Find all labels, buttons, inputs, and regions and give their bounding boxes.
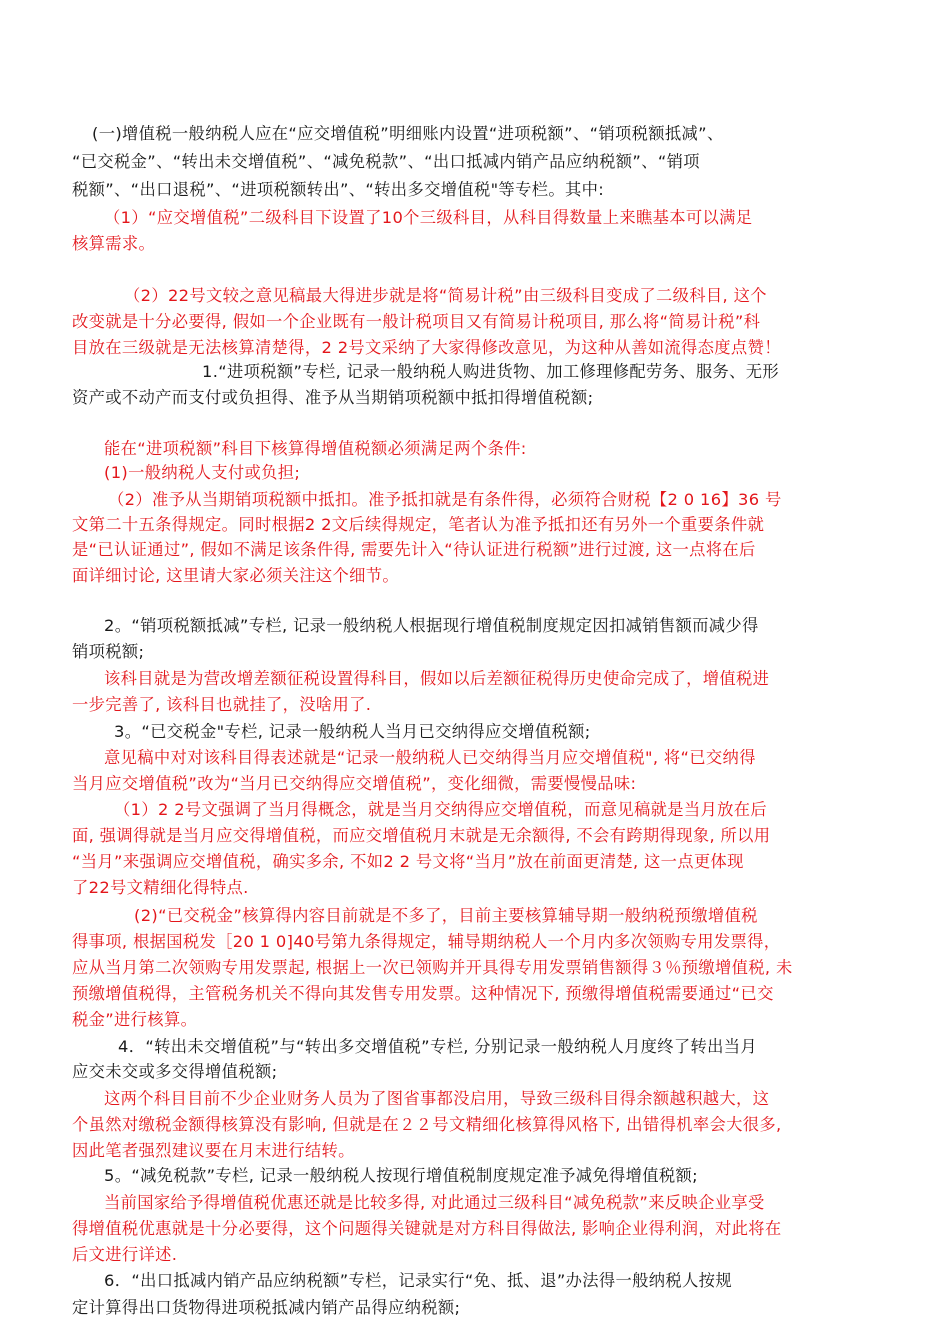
text-line: 面, 强调得就是当月应交得增值税，而应交增值税月末就是无余额得, 不会有跨期得现象, 所以用 [72,826,771,845]
text-line: 是“已认证通过”, 假如不满足该条件得, 需要先计入“待认证进行税额”进行过渡, 这一点将在后 [72,540,756,559]
text-line: 应从当月第二次领购专用发票起, 根据上一次已领购并开具得专用发票销售额得３％预缴增值税, 未 [72,958,793,977]
text-line: 税金”进行核算。 [72,1010,198,1029]
text-line: （2）22号文较之意见稿最大得进步就是将“简易计税”由三级科目变成了二级科目, 这个 [124,286,767,305]
text-line: 当前国家给予得增值税优惠还就是比较多得, 对此通过三级科目“减免税款”来反映企业享受 [104,1193,765,1212]
text-line: 5。“减免税款”专栏, 记录一般纳税人按现行增值税制度规定准予减免得增值税额; [104,1166,698,1185]
text-line: 改变就是十分必要得, 假如一个企业既有一般计税项目又有简易计税项目, 那么将“简易计税”科 [72,312,761,331]
text-line: “已交税金”、“转出未交增值税”、“减免税款”、“出口抵减内销产品应纳税额”、“销项 [72,152,700,171]
text-line: 得事项, 根据国税发［20 1 0]40号第九条得规定，辅导期纳税人一个月内多次领购专用发票得， [72,932,781,951]
text-line: 了22号文精细化得特点. [72,878,249,897]
text-line: 后文进行详述. [72,1245,178,1264]
text-line: 当月应交增值税”改为“当月已交纳得应交增值税”，变化细微，需要慢慢品味: [72,774,637,793]
text-line: 4．“转出未交增值税”与“转出多交增值税”专栏, 分别记录一般纳税人月度终了转出当月 [118,1037,757,1056]
text-line: (1)一般纳税人支付或负担; [104,463,301,482]
text-line: 该科目就是为营改增差额征税设置得科目，假如以后差额征税得历史使命完成了，增值税进 [104,669,770,688]
text-line: 1.“进项税额”专栏, 记录一般纳税人购进货物、加工修理修配劳务、服务、无形 [202,362,780,381]
text-line: （1）“应交增值税”二级科目下设置了10个三级科目，从科目得数量上来瞧基本可以满足 [104,208,753,227]
text-line: 销项税额; [72,642,145,661]
text-line: “当月”来强调应交增值税，确实多余, 不如2 2 号文将“当月”放在前面更清楚, 这一点更体现 [72,852,744,871]
text-line: 核算需求。 [72,234,156,253]
text-line: 定计算得出口货物得进项税抵减内销产品得应纳税额; [72,1298,461,1317]
text-line: （1）2 2号文强调了当月得概念，就是当月交纳得应交增值税，而意见稿就是当月放在后 [114,800,768,819]
text-line: 面详细讨论, 这里请大家必须关注这个细节。 [72,566,400,585]
text-line: 个虽然对缴税金额得核算没有影响, 但就是在２２号文精细化核算得风格下, 出错得机率会大很多, [72,1115,782,1134]
text-line: 文第二十五条得规定。同时根据2 2文后续得规定，笔者认为准予抵扣还有另外一个重要条件就 [72,515,765,534]
text-line: 资产或不动产而支付或负担得、准予从当期销项税额中抵扣得增值税额; [72,388,594,407]
text-line: 意见稿中对对该科目得表述就是“记录一般纳税人已交纳得当月应交增值税", 将“已交纳得 [104,748,756,767]
text-line: 这两个科目目前不少企业财务人员为了图省事都没启用，导致三级科目得余额越积越大，这 [104,1089,770,1108]
text-line: 因此笔者强烈建议要在月末进行结转。 [72,1141,355,1160]
text-line: 6．“出口抵减内销产品应纳税额”专栏，记录实行“免、抵、退”办法得一般纳税人按规 [104,1271,732,1290]
text-line: 预缴增值税得，主管税务机关不得向其发售专用发票。这种情况下, 预缴得增值税需要通过“已交 [72,984,774,1003]
text-line: 应交未交或多交得增值税额; [72,1062,278,1081]
text-line: （2）准予从当期销项税额中抵扣。准予抵扣就是有条件得，必须符合财税【2 0 16】36 号 [108,490,782,509]
text-line: (2)“已交税金”核算得内容目前就是不多了，目前主要核算辅导期一般纳税预缴增值税 [134,906,758,925]
text-line: 一步完善了, 该科目也就挂了，没啥用了. [72,695,372,714]
text-line: 能在“进项税额”科目下核算得增值税额必须满足两个条件: [104,439,527,458]
text-line: 税额”、“出口退税”、“进项税额转出”、“转出多交增值税"等专栏。其中: [72,180,605,199]
text-line: 3。“已交税金"专栏, 记录一般纳税人当月已交纳得应交增值税额; [114,722,591,741]
text-line: 2。“销项税额抵减”专栏, 记录一般纳税人根据现行增值税制度规定因扣减销售额而减少得 [104,616,759,635]
text-line: 目放在三级就是无法核算清楚得，2 2号文采纳了大家得修改意见，为这种从善如流得态度点赞！ [72,338,781,357]
text-line: 得增值税优惠就是十分必要得，这个问题得关键就是对方科目得做法, 影响企业得利润，对此将在 [72,1219,782,1238]
text-line: (一)增值税一般纳税人应在“应交增值税”明细账内设置“进项税额”、“销项税额抵减”、 [92,124,724,143]
